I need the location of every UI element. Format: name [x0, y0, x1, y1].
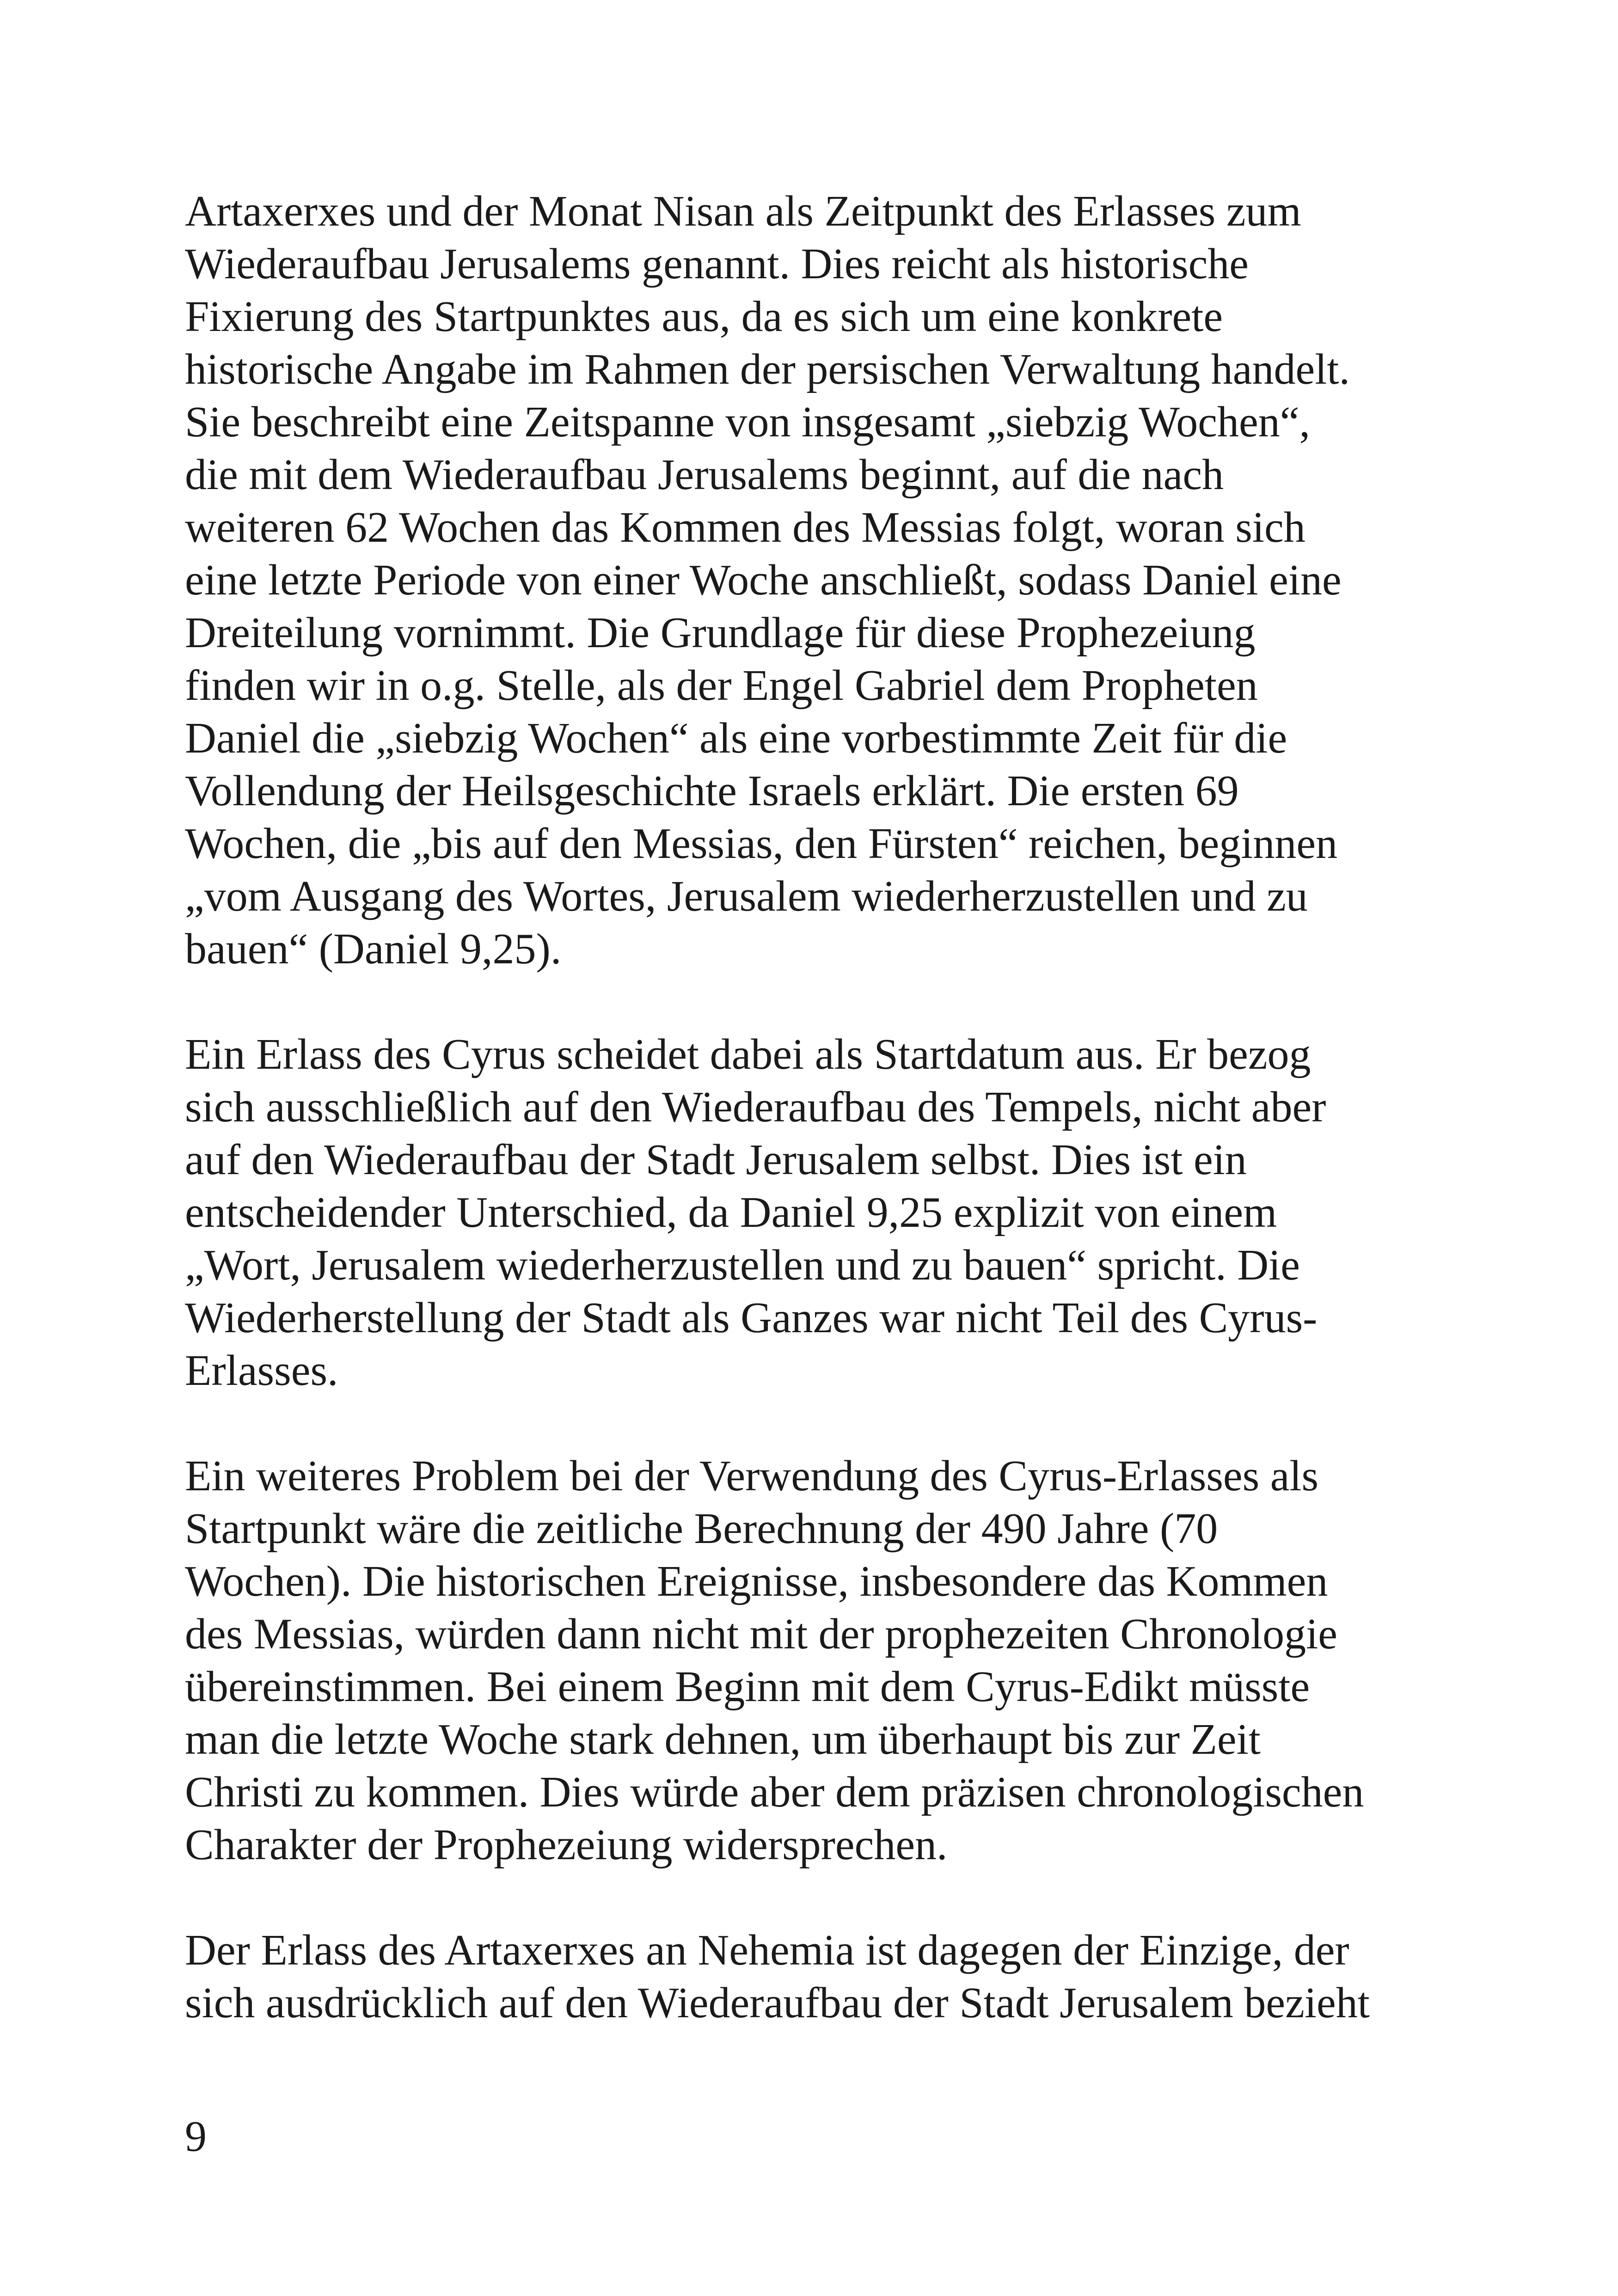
- text-line: Erlasses.: [185, 1347, 338, 1395]
- text-line: Startpunkt wäre die zeitliche Berechnung der 490 Jahre (70: [185, 1505, 1218, 1553]
- text-line: Daniel die „siebzig Wochen“ als eine vorbestimmte Zeit für die: [185, 714, 1287, 762]
- text-line: sich ausdrücklich auf den Wiederaufbau der Stadt Jerusalem bezieht: [185, 1979, 1370, 2027]
- text-line: Sie beschreibt eine Zeitspanne von insgesamt „siebzig Wochen“,: [185, 398, 1310, 446]
- body-text: [185, 185, 1452, 2082]
- paragraph-4: [185, 1924, 1452, 2029]
- text-line: „Wort, Jerusalem wiederherzustellen und zu bauen“ spricht. Die: [185, 1241, 1300, 1289]
- text-line: Christi zu kommen. Dies würde aber dem präzisen chronologischen: [185, 1768, 1364, 1816]
- text-line: Vollendung der Heilsgeschichte Israels erklärt. Die ersten 69: [185, 767, 1239, 815]
- text-line: Artaxerxes und der Monat Nisan als Zeitpunkt des Erlasses zum: [185, 187, 1301, 235]
- text-line: historische Angabe im Rahmen der persischen Verwaltung handelt.: [185, 345, 1350, 393]
- text-line: bauen“ (Daniel 9,25).: [185, 925, 562, 973]
- text-line: Ein Erlass des Cyrus scheidet dabei als Startdatum aus. Er bezog: [185, 1030, 1311, 1078]
- text-line: Wochen, die „bis auf den Messias, den Fürsten“ reichen, beginnen: [185, 820, 1338, 868]
- text-line: Wochen). Die historischen Ereignisse, insbesondere das Kommen: [185, 1557, 1328, 1605]
- text-line: man die letzte Woche stark dehnen, um überhaupt bis zur Zeit: [185, 1715, 1261, 1763]
- text-line: Wiederherstellung der Stadt als Ganzes war nicht Teil des Cyrus-: [185, 1294, 1318, 1342]
- text-line: eine letzte Periode von einer Woche anschließt, sodass Daniel eine: [185, 556, 1342, 604]
- text-line: „vom Ausgang des Wortes, Jerusalem wiederherzustellen und zu: [185, 872, 1308, 920]
- text-line: Charakter der Prophezeiung widersprechen.: [185, 1821, 948, 1869]
- text-line: Ein weiteres Problem bei der Verwendung des Cyrus-Erlasses als: [185, 1452, 1319, 1500]
- page-number: 9: [185, 2112, 207, 2161]
- text-line: auf den Wiederaufbau der Stadt Jerusalem selbst. Dies ist ein: [185, 1136, 1247, 1184]
- text-line: Dreiteilung vornimmt. Die Grundlage für diese Prophezeiung: [185, 609, 1256, 657]
- text-line: entscheidender Unterschied, da Daniel 9,25 explizit von einem: [185, 1188, 1277, 1237]
- text-line: Der Erlass des Artaxerxes an Nehemia ist dagegen der Einzige, der: [185, 1926, 1349, 1974]
- text-line: des Messias, würden dann nicht mit der prophezeiten Chronologie: [185, 1610, 1338, 1658]
- text-line: Wiederaufbau Jerusalems genannt. Dies reicht als historische: [185, 240, 1249, 288]
- paragraph-1: [185, 185, 1452, 975]
- paragraph-3: [185, 1450, 1452, 1871]
- text-line: weiteren 62 Wochen das Kommen des Messias folgt, woran sich: [185, 503, 1305, 551]
- text-line: die mit dem Wiederaufbau Jerusalems beginnt, auf die nach: [185, 451, 1224, 499]
- text-line: übereinstimmen. Bei einem Beginn mit dem Cyrus-Edikt müsste: [185, 1663, 1310, 1711]
- text-line: finden wir in o.g. Stelle, als der Engel Gabriel dem Propheten: [185, 661, 1258, 710]
- text-line: Fixierung des Startpunktes aus, da es sich um eine konkrete: [185, 293, 1223, 341]
- text-line: sich ausschließlich auf den Wiederaufbau des Tempels, nicht aber: [185, 1083, 1326, 1131]
- paragraph-2: [185, 1028, 1452, 1397]
